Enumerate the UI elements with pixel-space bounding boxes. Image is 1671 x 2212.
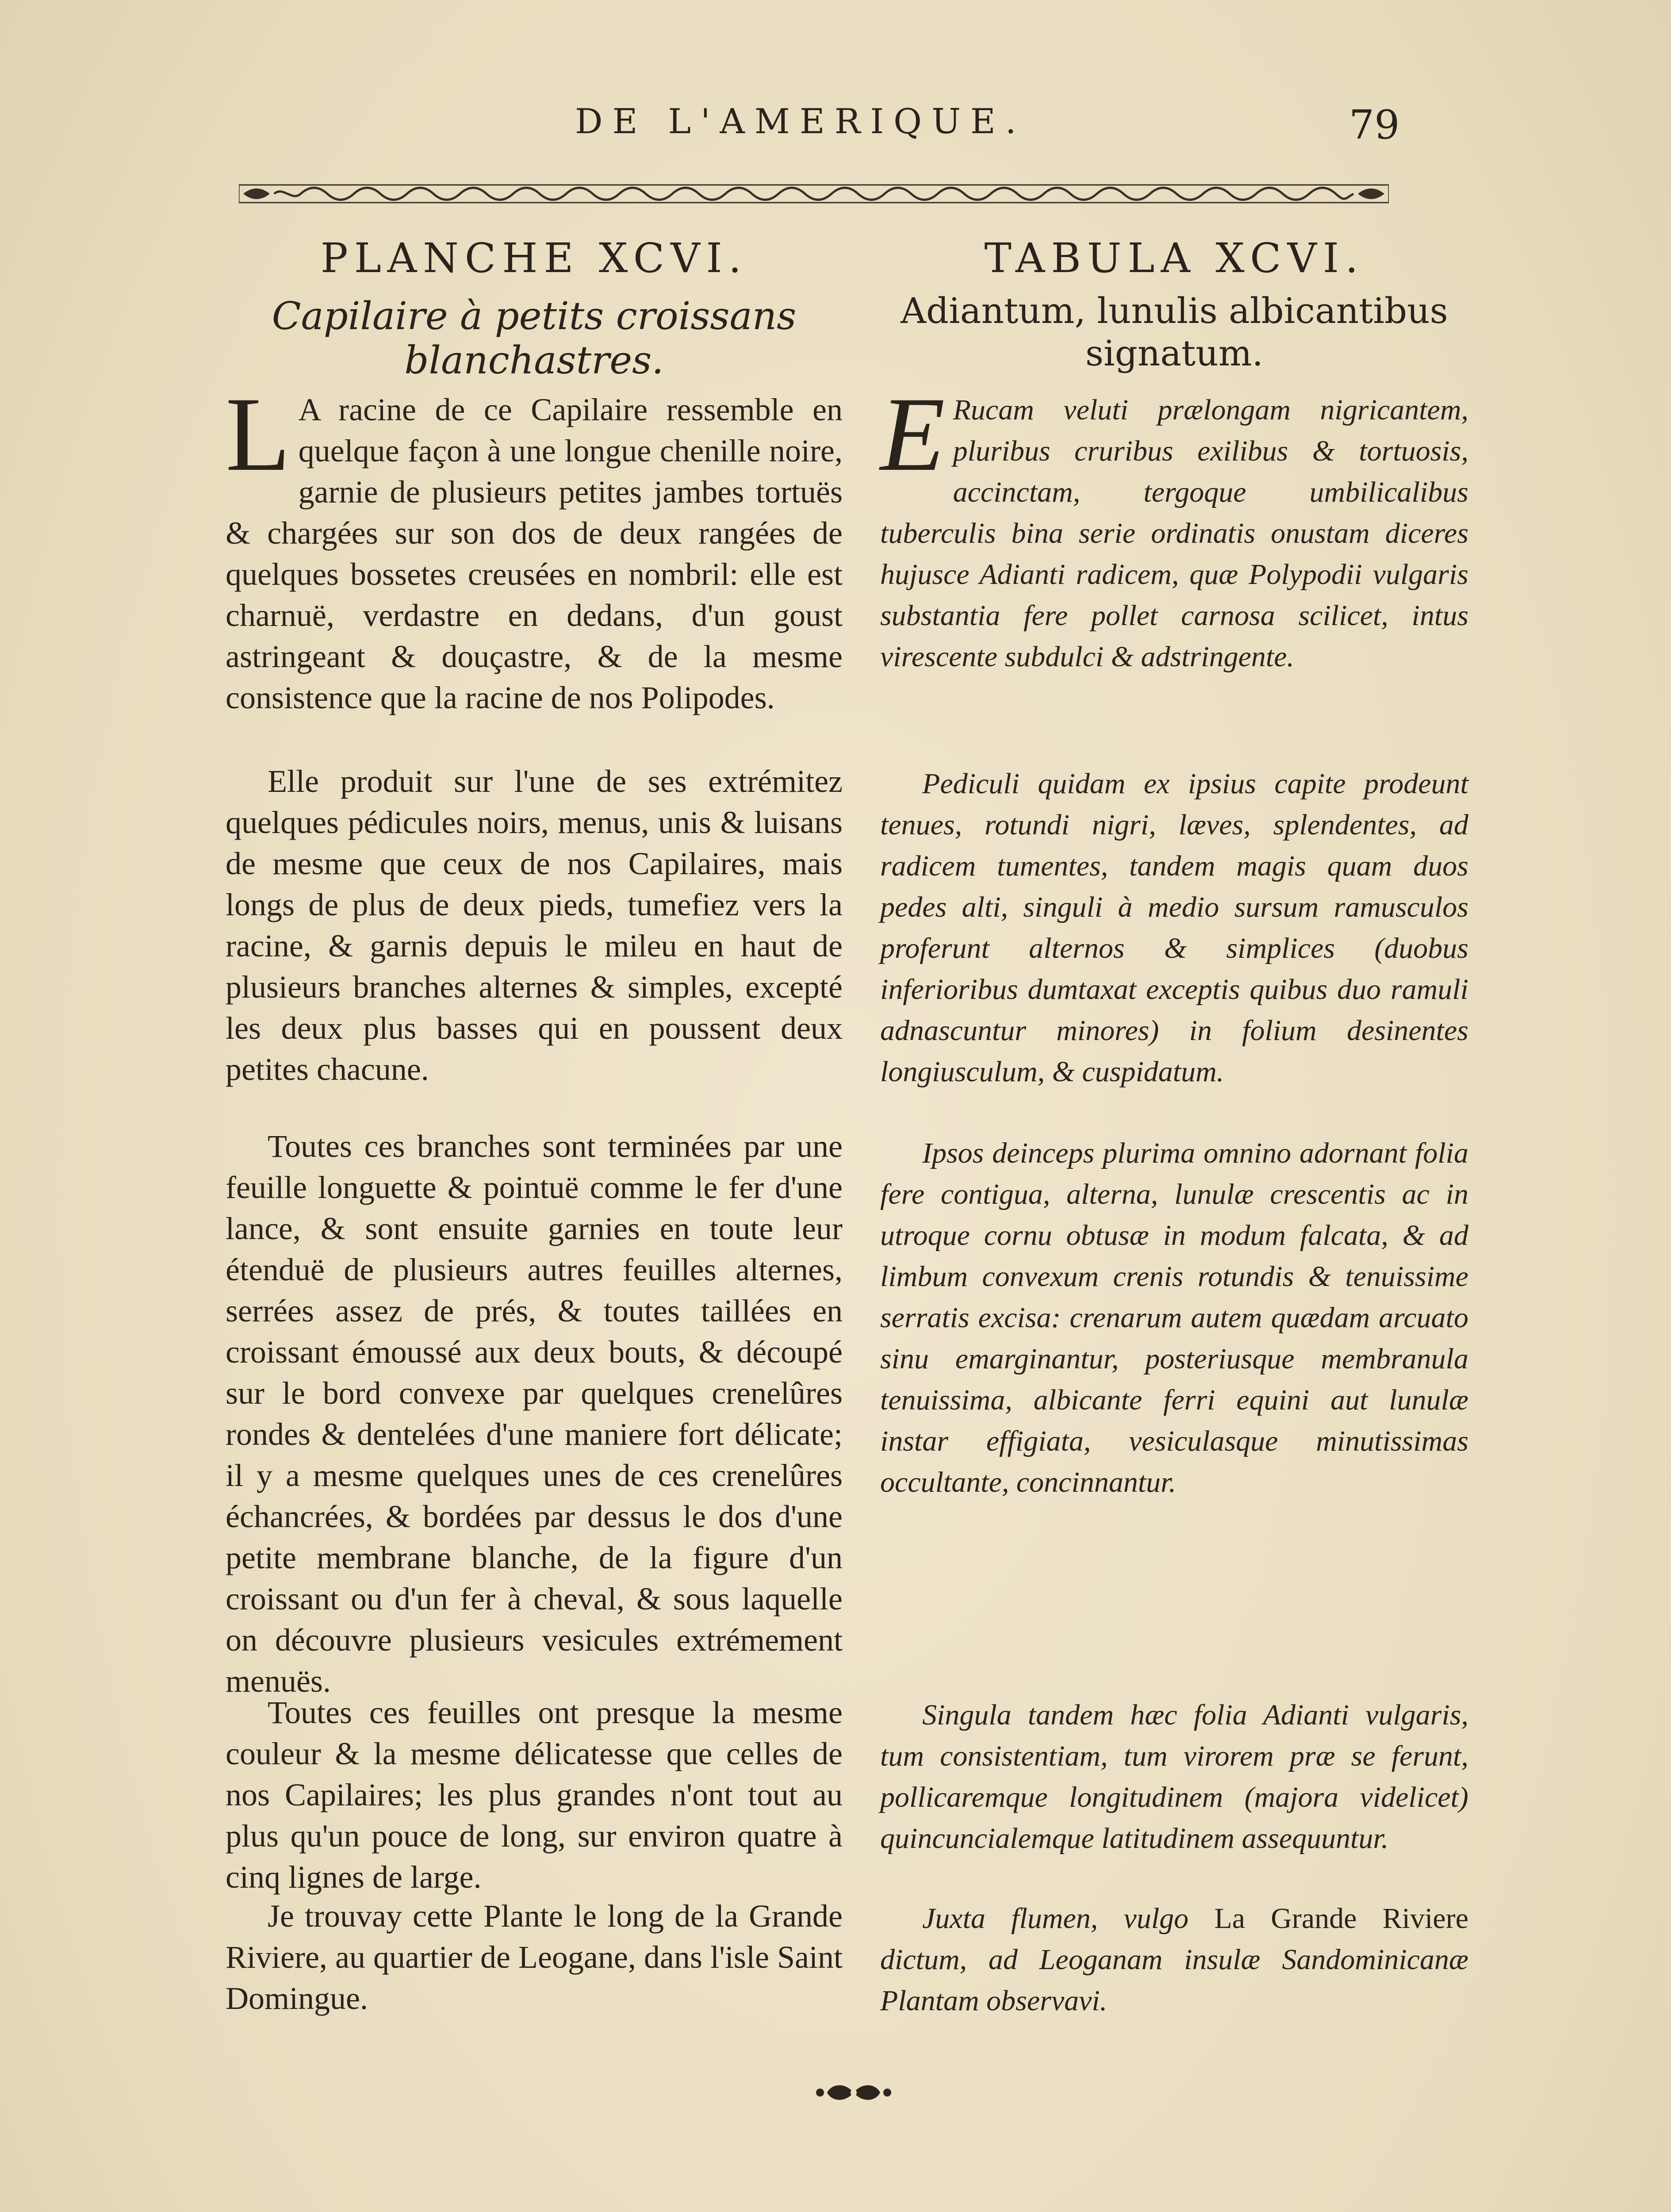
right-paragraph-5-river: La Grande Riviere — [1214, 1902, 1469, 1935]
right-paragraph-1 — [880, 375, 1468, 677]
left-dropcap: L — [226, 375, 291, 493]
right-paragraph-1-text: Rucam veluti prælongam nigricantem, pluribus cruribus exilibus & tortuosis, accinctam, tergoque umbilicalibus tuberculis bina serie ordinatis onustam diceres hujusce Adianti radicem, quæ Polypodii vulgaris substantia fere pollet carnosa scilicet, intus virescente subdulci & adstringente. — [880, 394, 1468, 673]
right-paragraph-4: Singula tandem hæc folia Adianti vulgaris, tum consistentiam, tum virorem præ se ferunt, pollicaremque longitudinem (majora videlicet) quincuncialemque latitudinem assequuntur. — [880, 1699, 1468, 1855]
left-paragraph-5: Je trouvay cette Plante le long de la Grande Riviere, au quartier de Leogane, dans l'isle Saint Domingue. — [226, 1898, 843, 2016]
left-plate-title: PLANCHE XCVI. — [320, 234, 748, 282]
left-paragraph-2: Elle produit sur l'une de ses extrémitez quelques pédicules noirs, menus, unis & luisans de mesme que ceux de nos Capilaires, mais longs de plus de deux pieds, tumefiez vers la racine, & garnis depuis le mileu en haut de plusieurs branches alternes & simples, excepté les deux plus basses qui en poussent deux petites chacune. — [226, 764, 843, 1087]
header-ornament-band — [239, 181, 1389, 206]
left-paragraph-3: Toutes ces branches sont terminées par une feuille longuette & pointuë comme le fer d'une lance, & sont ensuite garnies en toute leur étenduë de plusieurs autres feuilles alternes, serrées assez de prés, & toutes taillées en croissant émoussé aux deux bouts, & découpé sur le bord convexe par quelques crenelûres rondes & dentelées d'une maniere fort délicate; il y a mesme quelques unes de ces crenelûres échancrées, & bordées par dessus le dos d'une petite membrane blanche, de la figure d'un croissant ou d'un fer à cheval, & sous laquelle on découvre plusieurs vesicules extrémement menuës. — [226, 1129, 843, 1699]
fleuron-ornament — [814, 2079, 893, 2106]
right-plate-title: TABULA XCVI. — [984, 234, 1364, 282]
right-paragraph-2: Pediculi quidam ex ipsius capite prodeunt tenues, rotundi nigri, læves, splendentes, ad radicem tumentes, tandem magis quam duos pedes alti, singuli à medio sursum ramusculos proferunt alternos & simplices (duobus inferioribus dumtaxat exceptis quibus duo ramuli adnascuntur minores) in folium desinentes longiusculum, & cuspidatum. — [880, 768, 1468, 1088]
right-dropcap: E — [880, 375, 945, 493]
right-paragraph-5 — [880, 1898, 1468, 2021]
left-plant-name: Capilaire à petits croissans blanchastres. — [272, 294, 797, 383]
running-title: DE L'AMERIQUE. — [575, 102, 1026, 142]
left-paragraph-4: Toutes ces feuilles ont presque la mesme couleur & la mesme délicatesse que celles de nos Capilaires; les plus grandes n'ont tout au plus qu'un pouce de long, sur environ quatre à cinq lignes de large. — [226, 1695, 843, 1895]
left-paragraph-1 — [226, 375, 843, 718]
page-number: 79 — [1349, 102, 1400, 148]
right-paragraph-5-c: dictum, ad Leoganam insulæ Sandominicanæ Plantam observavi. — [880, 1943, 1468, 2017]
right-paragraph-5-a: Juxta flumen, vulgo — [922, 1902, 1189, 1935]
right-paragraph-3: Ipsos deinceps plurima omnino adornant folia fere contigua, alterna, lunulæ crescentis ac in utroque cornu obtusæ in modum falcata, & ad limbum convexum crenis rotundis & tenuissime serratis excisa: crenarum autem quædam arcuato sinu emarginantur, posteriusque membranula tenuissima, albicante ferri equini aut lunulæ instar effigiata, vesiculasque minutissimas occultante, concinnantur. — [880, 1137, 1468, 1498]
left-paragraph-1-text: A racine de ce Capilaire ressemble en quelque façon à une longue chenille noire, garnie de plusieurs petites jambes tortuës & chargées sur son dos de deux rangées de quelques bossetes creusées en nombril: elle est charnuë, verdastre en dedans, d'un goust astringeant & douçastre, & de la mesme consistence que la racine de nos Polipodes. — [226, 392, 843, 715]
right-plant-name: Adiantum, lunulis albicantibus signatum. — [901, 290, 1448, 374]
